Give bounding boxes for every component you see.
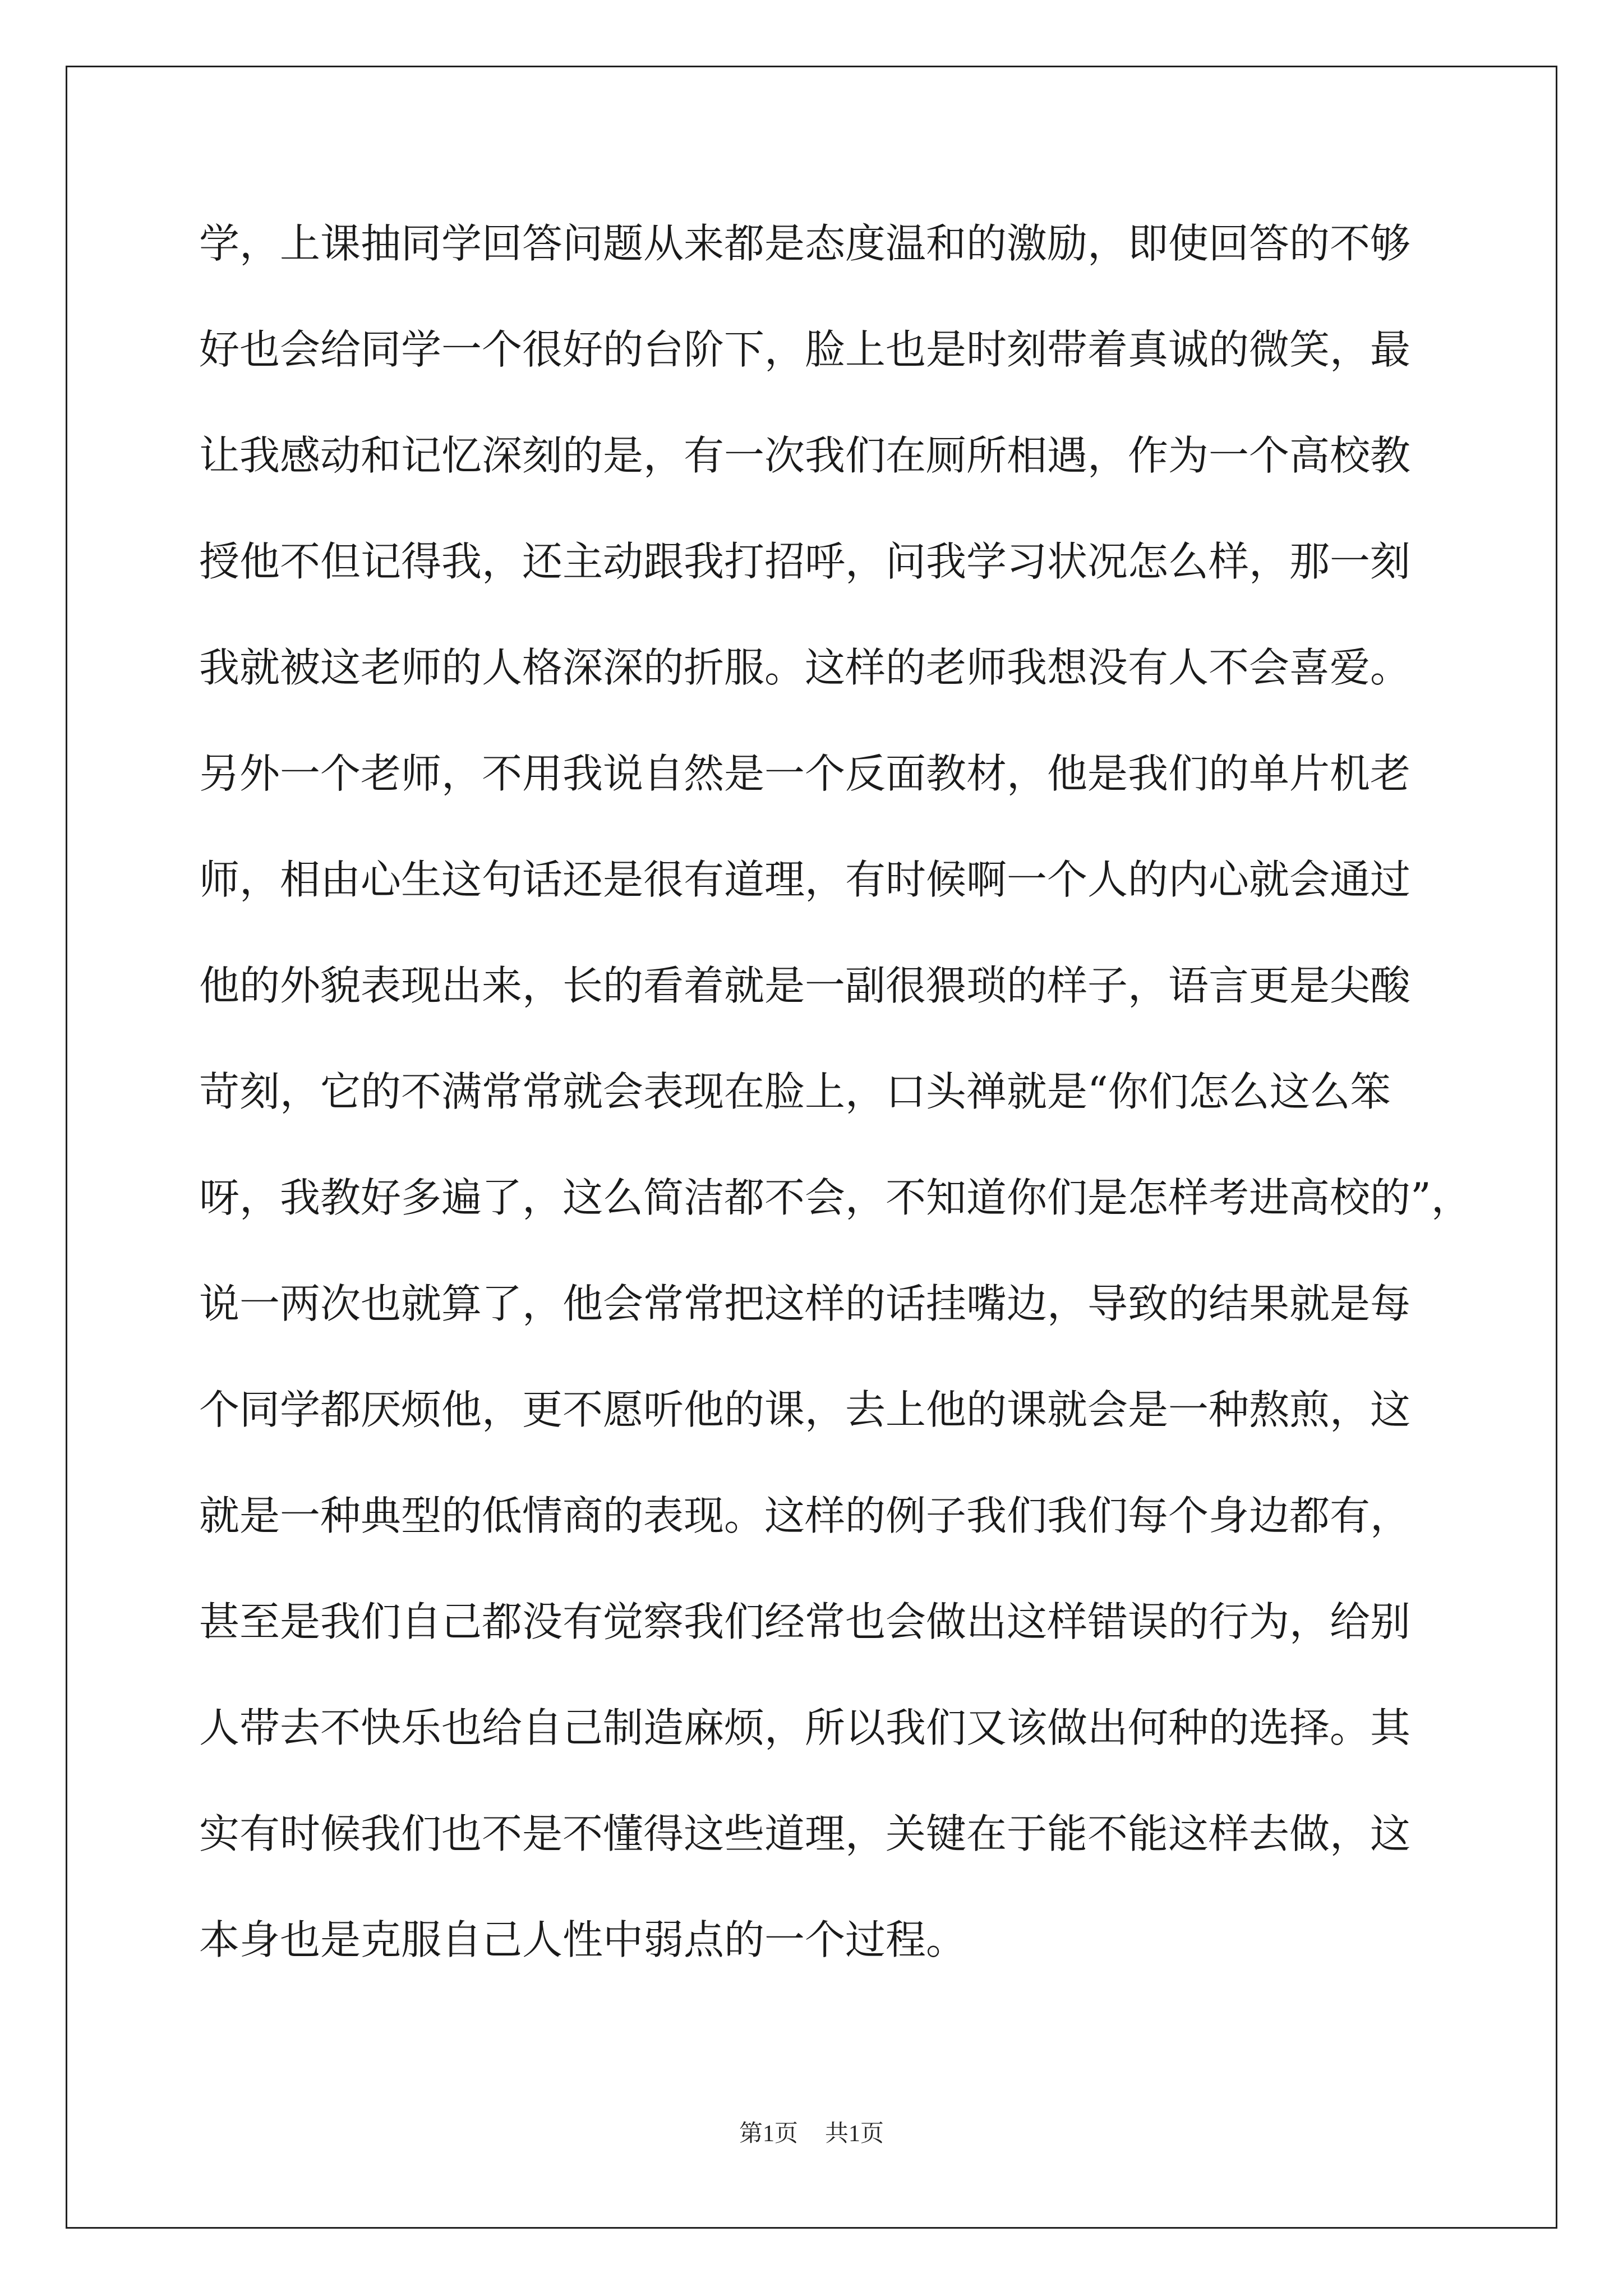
text-line: 苛刻，它的不满常常就会表现在脸上，口头禅就是“你们怎么这么笨 — [199, 1068, 1391, 1115]
page-number: 第1页 — [739, 2121, 798, 2147]
text-line: 人带去不快乐也给自己制造麻烦，所以我们又该做出何种的选择。其 — [199, 1704, 1411, 1751]
document-body — [199, 212, 1472, 2014]
text-line: 说一两次也就算了，他会常常把这样的话挂嘴边，导致的结果就是每 — [199, 1280, 1411, 1327]
text-line: 本身也是克服自己人性中弱点的一个过程。 — [199, 1916, 967, 1963]
text-line: 学，上课抽同学回答问题从来都是态度温和的激励，即使回答的不够 — [199, 220, 1411, 267]
text-line: 实有时候我们也不是不懂得这些道理，关键在于能不能这样去做，这 — [199, 1810, 1411, 1857]
text-line: 个同学都厌烦他，更不愿听他的课，去上他的课就会是一种熬煎，这 — [199, 1386, 1411, 1433]
text-line: 就是一种典型的低情商的表现。这样的例子我们我们每个身边都有， — [199, 1492, 1411, 1539]
text-line: 师，相由心生这句话还是很有道理，有时候啊一个人的内心就会通过 — [199, 856, 1411, 903]
text-line: 呀，我教好多遍了，这么简洁都不会，不知道你们是怎样考进高校的”， — [199, 1174, 1472, 1221]
text-line: 授他不但记得我，还主动跟我打招呼，问我学习状况怎么样，那一刻 — [199, 538, 1411, 585]
text-line: 另外一个老师，不用我说自然是一个反面教材，他是我们的单片机老 — [199, 750, 1411, 797]
page-count: 共1页 — [825, 2121, 884, 2147]
text-line: 好也会给同学一个很好的台阶下，脸上也是时刻带着真诚的微笑，最 — [199, 326, 1411, 373]
text-line: 甚至是我们自己都没有觉察我们经常也会做出这样错误的行为，给别 — [199, 1598, 1411, 1645]
text-line: 让我感动和记忆深刻的是，有一次我们在厕所相遇，作为一个高校教 — [199, 432, 1411, 479]
text-line: 我就被这老师的人格深深的折服。这样的老师我想没有人不会喜爱。 — [199, 644, 1411, 691]
text-line: 他的外貌表现出来，长的看着就是一副很猥琐的样子，语言更是尖酸 — [199, 962, 1411, 1009]
page-footer — [0, 2115, 1623, 2148]
